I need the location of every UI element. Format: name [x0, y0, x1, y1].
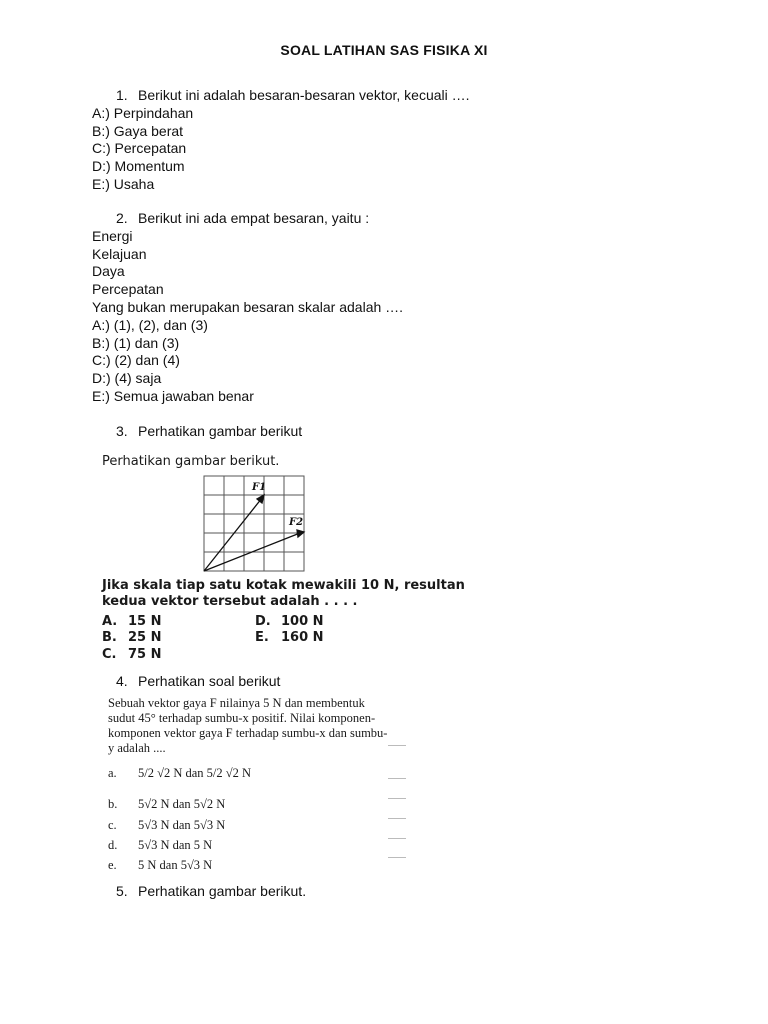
option-value: 160 N [281, 630, 324, 645]
list-item: Percepatan [92, 281, 164, 298]
option-letter: D. [255, 614, 271, 629]
question-1 [92, 87, 470, 194]
option-letter: b. [108, 797, 118, 811]
option-b [108, 797, 225, 812]
option-text: 5√3 N dan 5 N [138, 838, 213, 852]
figure-question [102, 578, 465, 610]
option-value: 25 N [128, 630, 162, 645]
option: B:) Gaya berat [92, 122, 184, 139]
option: D:) (4) saja [92, 370, 162, 387]
option-e [255, 630, 324, 645]
scan-margin-line [388, 745, 406, 746]
option-c [108, 818, 225, 833]
scan-margin-line [388, 798, 406, 799]
option: A:) (1), (2), dan (3) [92, 316, 208, 333]
vector-f2-label: F2 [289, 517, 304, 528]
list-item: Kelajuan [92, 245, 147, 262]
list-item: Daya [92, 263, 125, 280]
option: E:) Usaha [92, 175, 155, 192]
vector-grid-diagram [200, 474, 308, 574]
option-text: 5√3 N dan 5√3 N [138, 818, 226, 832]
option-value: 15 N [128, 614, 162, 629]
option-text: 5 N dan 5√3 N [138, 858, 213, 872]
question-5-heading [92, 883, 306, 901]
vector-f1-label: F1 [252, 482, 267, 493]
option-d [108, 838, 212, 853]
question-2-heading [92, 210, 403, 228]
option-c [102, 647, 162, 662]
option-d [255, 614, 324, 629]
question-text: Berikut ini ada empat besaran, yaitu : [138, 210, 370, 226]
option: D:) Momentum [92, 158, 185, 175]
option: A:) Perpindahan [92, 104, 194, 121]
vector-f2-arrowhead [297, 530, 304, 537]
option-letter: e. [108, 858, 117, 872]
question-number: 2. [116, 210, 128, 226]
question-2 [92, 210, 403, 406]
figure-question-line: Jika skala tiap satu kotak mewakili 10 N, resultan [102, 578, 465, 593]
option-a [108, 766, 251, 781]
option: C:) (2) dan (4) [92, 352, 180, 369]
list-item: Energi [92, 227, 133, 244]
option-letter: d. [108, 838, 118, 852]
question-number: 3. [116, 423, 128, 439]
figure-question-line: kedua vektor tersebut adalah . . . . [102, 594, 358, 609]
question-prompt: Yang bukan merupakan besaran skalar adalah …. [92, 298, 404, 315]
question-text: Berikut ini adalah besaran-besaran vektor, kecuali …. [138, 87, 470, 103]
option-a [102, 614, 162, 629]
question-5 [92, 883, 306, 901]
option: E:) Semua jawaban benar [92, 387, 254, 404]
scanned-paragraph [108, 696, 387, 756]
scanned-line: sudut 45° terhadap sumbu-x positif. Nilai komponen- [108, 711, 376, 725]
option-b [102, 630, 162, 645]
scan-margin-line [388, 857, 406, 858]
scan-margin-line [388, 818, 406, 819]
scanned-line: Sebuah vektor gaya F nilainya 5 N dan membentuk [108, 696, 365, 710]
question-1-heading [92, 87, 470, 105]
question-3 [92, 423, 302, 441]
vector-f1-arrowhead [257, 495, 264, 503]
option-letter: C. [102, 647, 117, 662]
question-number: 1. [116, 87, 128, 103]
option: B:) (1) dan (3) [92, 334, 180, 351]
question-3-heading [92, 423, 302, 441]
question-number: 4. [116, 673, 128, 689]
option-letter: c. [108, 818, 117, 832]
option-letter: a. [108, 766, 117, 780]
option-text: 5/2 √2 N dan 5/2 √2 N [138, 766, 252, 780]
question-4 [92, 673, 280, 691]
question-4-heading [92, 673, 280, 691]
figure-caption: Perhatikan gambar berikut. [102, 454, 280, 469]
option: C:) Percepatan [92, 140, 187, 157]
scan-margin-line [388, 838, 406, 839]
option-value: 100 N [281, 614, 324, 629]
option-letter: A. [102, 614, 118, 629]
scan-margin-line [388, 778, 406, 779]
question-text: Perhatikan soal berikut [138, 673, 281, 689]
option-letter: B. [102, 630, 117, 645]
question-4-scanned-text [100, 696, 405, 878]
page-title: SOAL LATIHAN SAS FISIKA XI [280, 42, 488, 58]
option-value: 75 N [128, 647, 162, 662]
question-text: Perhatikan gambar berikut [138, 423, 303, 439]
option-e [108, 858, 212, 873]
question-number: 5. [116, 883, 128, 899]
option-letter: E. [255, 630, 269, 645]
option-text: 5√2 N dan 5√2 N [138, 797, 226, 811]
question-text: Perhatikan gambar berikut. [138, 883, 307, 899]
scanned-line: y adalah .... [108, 741, 166, 755]
question-3-scanned-figure [100, 454, 465, 666]
scanned-line: komponen vektor gaya F terhadap sumbu-x dan sumbu- [108, 726, 388, 740]
